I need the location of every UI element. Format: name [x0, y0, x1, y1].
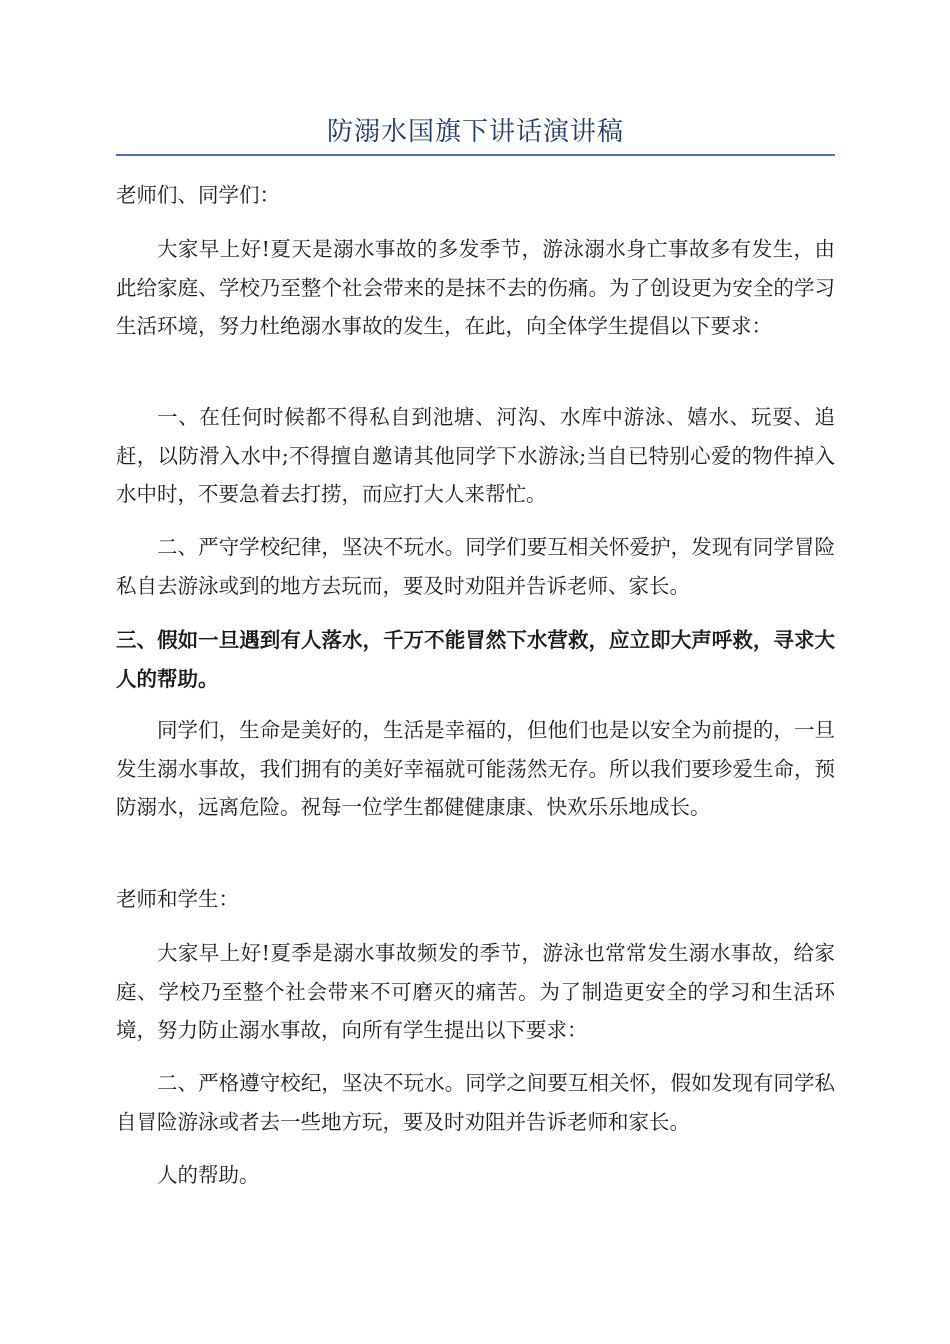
body-paragraph: 一、在任何时候都不得私自到池塘、河沟、水库中游泳、嬉水、玩耍、追赶，以防滑入水中;不得擅自邀请其他同学下水游泳;当自已特别心爱的物件掉入水中时，不要急着去打捞，而应打大人来帮忙。: [116, 405, 835, 506]
greeting-paragraph: 老师和学生：: [116, 887, 239, 911]
body-paragraph: 大家早上好!夏天是溺水事故的多发季节，游泳溺水身亡事故多有发生，由此给家庭、学校乃至整个社会带来的是抹不去的伤痛。为了创设更为安全的学习生活环境，努力杜绝溺水事故的发生，在此，向全体学生提倡以下要求：: [116, 237, 835, 338]
bold-paragraph: 三、假如一旦遇到有人落水，千万不能冒然下水营救，应立即大声呼救，寻求大人的帮助。: [116, 628, 835, 691]
body-paragraph: 二、严格遵守校纪，坚决不玩水。同学之间要互相关怀，假如发现有同学私自冒险游泳或者去一些地方玩，要及时劝阻并告诉老师和家长。: [116, 1071, 835, 1134]
document-title: 防溺水国旗下讲话演讲稿: [326, 117, 624, 147]
title-underline: [116, 154, 835, 156]
body-paragraph: 人的帮助。: [157, 1163, 260, 1187]
body-paragraph: 同学们，生命是美好的，生活是幸福的，但他们也是以安全为前提的，一旦发生溺水事故，我们拥有的美好幸福就可能荡然无存。所以我们要珍爱生命，预防溺水，远离危险。祝每一位学生都健健康康、快欢乐乐地成长。: [116, 718, 835, 819]
greeting-paragraph: 老师们、同学们：: [116, 183, 280, 207]
body-paragraph: 大家早上好!夏季是溺水事故频发的季节，游泳也常常发生溺水事故，给家庭、学校乃至整个社会带来不可磨灭的痛苦。为了制造更安全的学习和生活环境，努力防止溺水事故，向所有学生提出以下要求：: [116, 941, 835, 1042]
body-paragraph: 二、严守学校纪律，坚决不玩水。同学们要互相关怀爱护，发现有同学冒险私自去游泳或到的地方去玩而，要及时劝阻并告诉老师、家长。: [116, 535, 835, 598]
